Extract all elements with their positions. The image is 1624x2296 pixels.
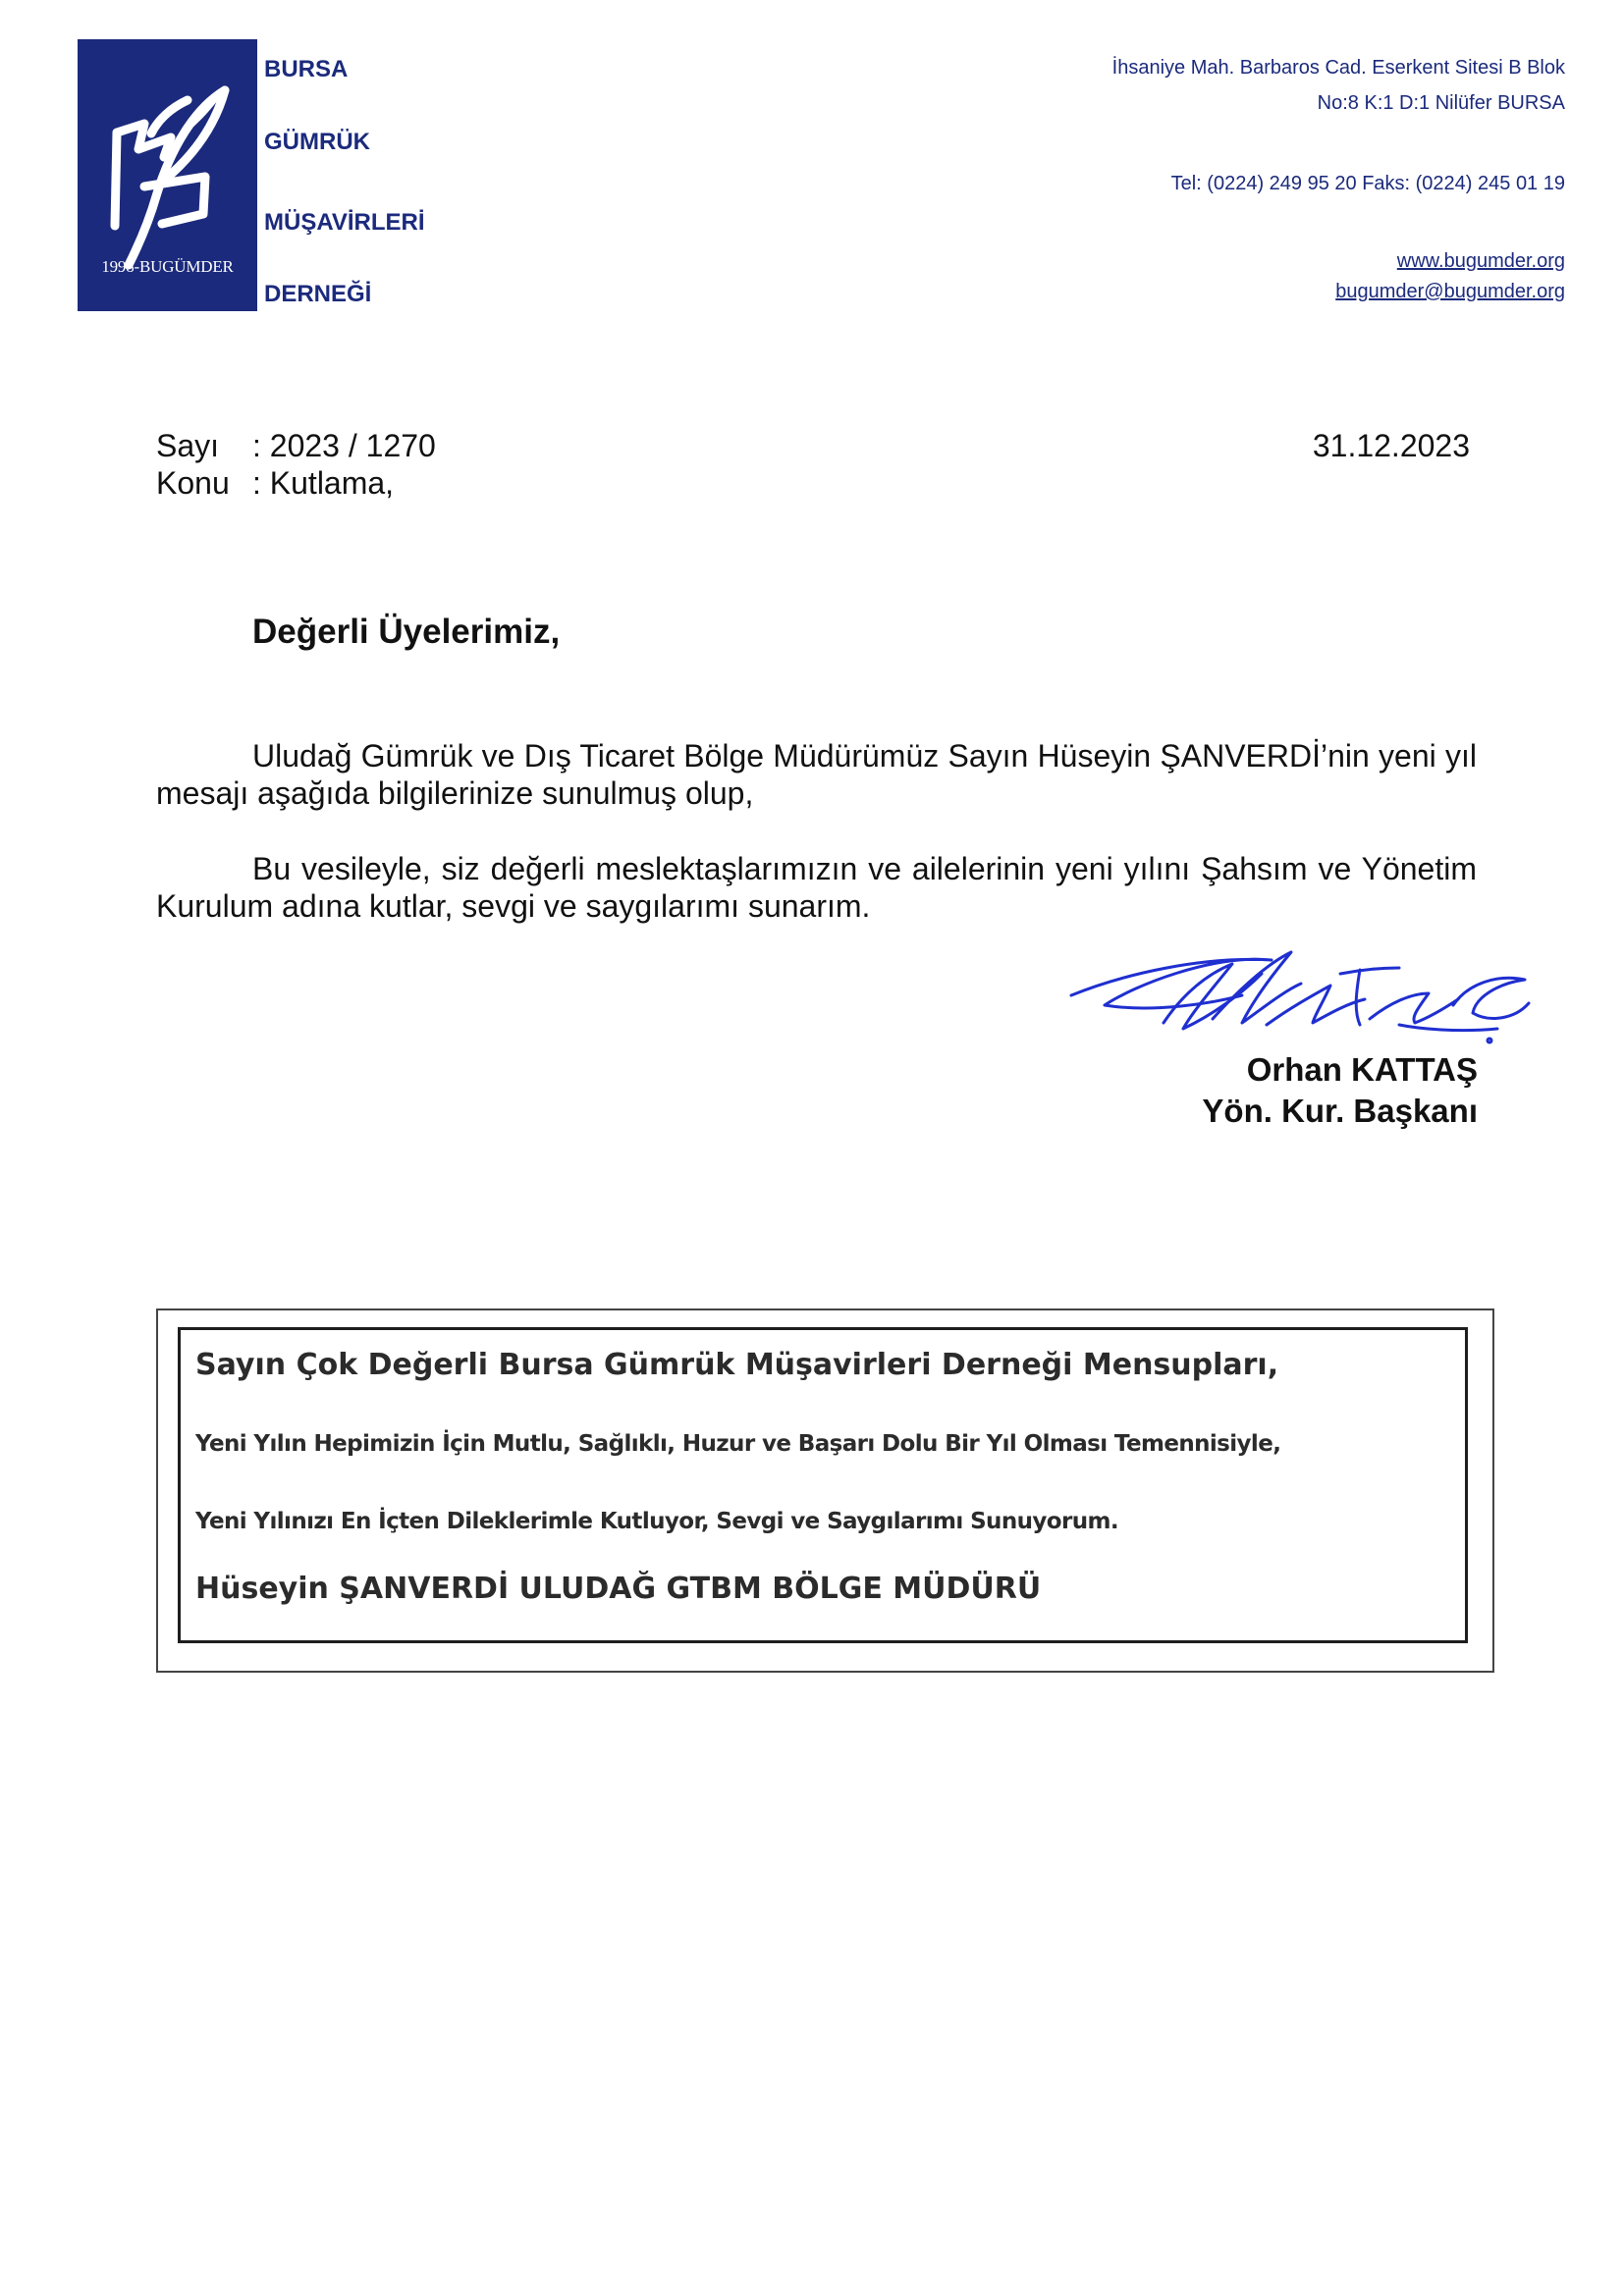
sayi-label: Sayı xyxy=(156,428,220,463)
signatory-name: Orhan KATTAŞ xyxy=(1246,1051,1478,1088)
letter-date: 31.12.2023 xyxy=(1312,428,1470,463)
message-image-frame xyxy=(156,1308,1494,1673)
signatory-title: Yön. Kur. Başkanı xyxy=(1202,1093,1478,1129)
sayi-value: : 2023 / 1270 xyxy=(252,428,436,463)
org-name-line-3: MÜŞAVİRLERİ xyxy=(264,209,425,236)
address-line-1: İhsaniye Mah. Barbaros Cad. Eserkent Sitesi B Blok xyxy=(1111,57,1565,79)
association-logo xyxy=(78,39,257,311)
message-line-2: Yeni Yılınızı En İçten Dileklerimle Kutluyor, Sevgi ve Saygılarımı Sunuyorum. xyxy=(195,1509,1118,1534)
logo-caption: 1998-BUGÜMDER xyxy=(101,257,234,276)
paragraph-2: Bu vesileyle, siz değerli meslektaşlarımızın ve ailelerinin yeni yılını Şahsım ve Yönetim Kurulum adına kutlar, sevgi ve saygılarımı sunarım. xyxy=(156,851,1477,924)
org-name-line-4: DERNEĞİ xyxy=(264,281,372,307)
address-line-2: No:8 K:1 D:1 Nilüfer BURSA xyxy=(1317,92,1565,114)
phone-fax: Tel: (0224) 249 95 20 Faks: (0224) 245 01 19 xyxy=(1170,173,1565,194)
message-line-1: Yeni Yılın Hepimizin İçin Mutlu, Sağlıklı, Huzur ve Başarı Dolu Bir Yıl Olması Temennisiyle, xyxy=(195,1431,1281,1457)
org-name-line-2: GÜMRÜK xyxy=(264,129,370,155)
paragraph-1: Uludağ Gümrük ve Dış Ticaret Bölge Müdürümüz Sayın Hüseyin ŞANVERDİ’nin yeni yıl mesajı aşağıda bilgilerinize sunulmuş olup, xyxy=(156,738,1477,811)
message-sender: Hüseyin ŞANVERDİ ULUDAĞ GTBM BÖLGE MÜDÜRÜ xyxy=(195,1572,1042,1606)
konu-value: : Kutlama, xyxy=(252,465,395,501)
org-name-line-1: BURSA xyxy=(264,56,349,82)
website-link[interactable]: www.bugumder.org xyxy=(1396,250,1565,272)
message-box xyxy=(178,1327,1468,1643)
email-link[interactable]: bugumder@bugumder.org xyxy=(1335,281,1565,302)
greeting: Değerli Üyelerimiz, xyxy=(252,613,561,651)
konu-label: Konu xyxy=(156,465,230,501)
handwritten-signature xyxy=(1065,934,1537,1052)
message-heading: Sayın Çok Değerli Bursa Gümrük Müşavirleri Derneği Mensupları, xyxy=(195,1348,1279,1382)
